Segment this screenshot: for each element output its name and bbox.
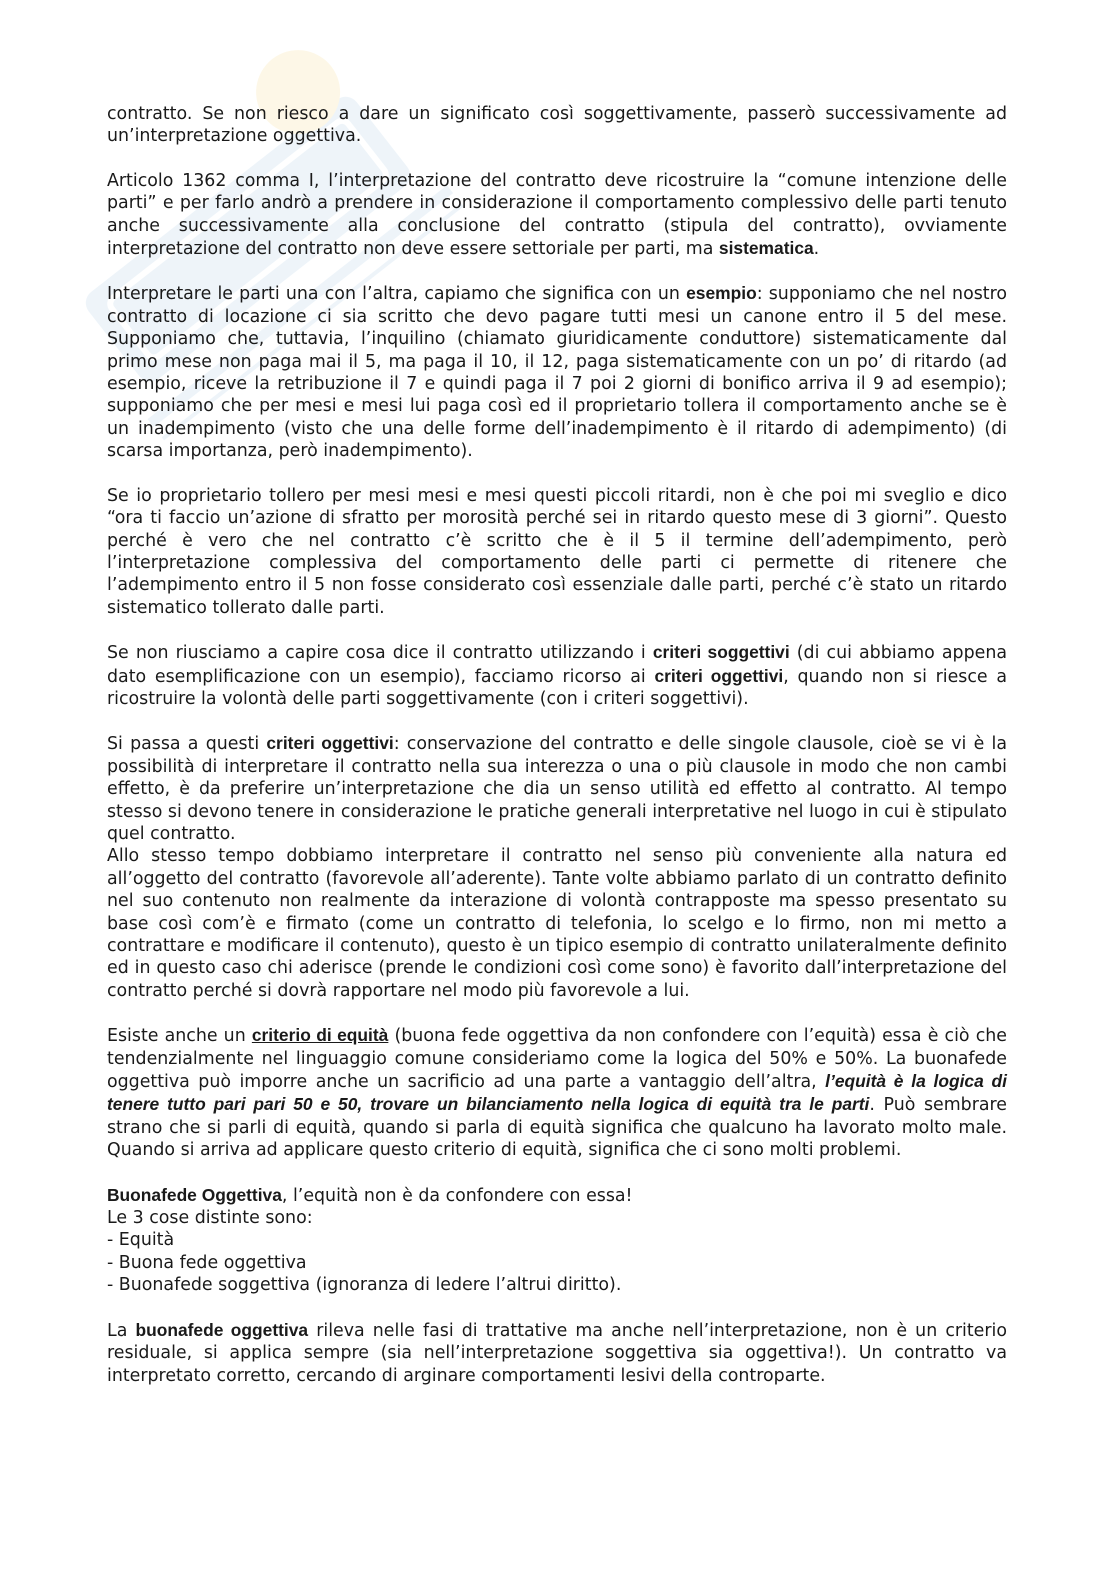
paragraph-text: : supponiamo che nel nostro contratto di locazione ci sia scritto che devo pagare tutti mesi un canone entro il 5 del mese. Supponiamo che, tuttavia, l’inquilino (chiamato giuridicamente conduttore) sistematicamente dal primo mese non paga mai il 5, ma paga il 10, il 12, paga sistematicamente con un po’ di ritardo (ad esempio, riceve la retribuzione il 7 e quindi paga il 7 poi 2 giorni di bonifico arriva il 9 ad esempio); supponiamo che per mesi e mesi lui paga così ed il proprietario tollera il comportamento anche se è un inadempimento (visto che una delle forme dell’inadempimento è il ritardo di adempimento) (di scarsa importanza, però inadempimento). <box>107 284 1007 462</box>
paragraph-text: . <box>813 239 820 260</box>
paragraph-text: La <box>107 1320 136 1341</box>
paragraph-text: Se io proprietario tollero per mesi mesi e mesi questi piccoli ritardi, non è che poi mi sveglio e dico “ora ti faccio un’azione di sfratto per morosità perché sei in ritardo questo mese di 3 giorni”. Questo perché è vero che nel contratto c’è scritto che è il 5 il termine dell’adempimento, però l’interpretazione complessiva del comportamento delle parti ci permette di ritenere che l’adempimento entro il 5 non fosse considerato così essenziale dalle parti, perché c’è stato un ritardo sistematico tollerato dalle parti. <box>107 485 1007 618</box>
paragraph-good-faith-conclusion <box>107 1319 1007 1387</box>
underlined-term-criterio-di-equita: criterio di equità <box>251 1025 389 1046</box>
paragraph-criteria <box>107 641 1007 710</box>
paragraph-text: Articolo 1362 comma I, l’interpretazione del contratto deve ricostruire la “comune intenzione delle parti” e per farlo andrò a prendere in considerazione il comportamento complessivo delle parti tenuto anche successivamente alla conclusione del contratto (stipula del contratto), ovviamente interpretazione del contratto non deve essere settoriale per parti, ma <box>107 170 1007 260</box>
paragraph-text: Esiste anche un <box>107 1026 252 1047</box>
paragraph-example <box>107 282 1007 462</box>
list-item: - Equità <box>107 1230 175 1251</box>
paragraph-objective-criteria <box>107 732 1007 845</box>
bold-term-criteri-soggettivi: criteri soggettivi <box>652 642 790 663</box>
list-heading <box>107 1184 1007 1207</box>
paragraph-equity <box>107 1024 1007 1161</box>
paragraph-text: (buona fede oggettiva da non confondere con l’equità) essa è ciò che tendenzialmente nel linguaggio comune consideriamo come la logica del 50% e 50%. La buonafede oggettiva può imporre anche un sacrificio ad una parte a vantaggio dell’altra, <box>107 1026 1007 1093</box>
bold-italic-equity-definition: l’equità è la logica di tenere tutto pari pari 50 e 50, trovare un bilanciamento nella logica di equità tra le parti <box>107 1071 1007 1115</box>
paragraph-intro <box>107 103 1007 148</box>
bold-term-buonafede-oggettiva: buonafede oggettiva <box>135 1319 309 1340</box>
paragraph-text: . Può sembrare strano che si parli di equità, quando si parla di equità significa che qualcuno ha lavorato molto male. Quando si arriva ad applicare questo criterio di equità, significa che ci sono molti problemi. <box>107 1095 1007 1161</box>
paragraph-text: Allo stesso tempo dobbiamo interpretare il contratto nel senso più conveniente alla natura ed all’oggetto del contratto (favorevole all’aderente). Tante volte abbiamo parlato di un contratto definito nel suo contenuto non realmente da interazione di volontà contrapposte ma spesso presentato su base così com’è e firmato (come un contratto di telefonia, lo scelgo e lo firmo, non mi metto a contrattare e modificare il contenuto), questo è un tipico esempio di contratto unilateralmente definito ed in questo caso chi aderisce (prende le condizioni così come sono) è favorito dall’interpretazione del contratto perché si dovrà rapportare nel modo più favorevole a lui. <box>107 846 1007 1001</box>
paragraph-adherent <box>107 845 1007 1002</box>
document-page <box>107 103 1007 1409</box>
paragraph-text: (di cui abbiamo appena dato esemplificazione con un esempio), facciamo ricorso ai <box>107 643 1007 687</box>
paragraph-tolerance <box>107 485 1007 619</box>
paragraph-text: , l’equità non è da confondere con essa! <box>281 1185 633 1206</box>
paragraph-text: contratto. Se non riesco a dare un significato così soggettivamente, passerò successivamente ad un’interpretazione oggettiva. <box>107 104 1007 147</box>
paragraph-good-faith-list <box>107 1184 1007 1297</box>
paragraph-text: : conservazione del contratto e delle singole clausole, cioè se vi è la possibilità di interpretare il contratto nella sua interezza o una o più clausole in modo che non cambi effetto, è da preferire un’interpretazione che dia un senso utilità ed effetto al contratto. Al tempo stesso si devono tenere in considerazione le pratiche generali interpretative nel luogo in cui è stipulato quel contratto. <box>107 734 1007 844</box>
paragraph-text: , quando non si riesce a ricostruire la volontà delle parti soggettivamente (con i criteri soggettivi). <box>107 666 1007 709</box>
bold-term-sistematica: sistematica <box>718 238 814 259</box>
paragraph-text: Se non riusciamo a capire cosa dice il contratto utilizzando i <box>107 643 653 664</box>
bold-term-criteri-oggettivi: criteri oggettivi <box>266 733 394 754</box>
list-intro: Le 3 cose distinte sono: <box>107 1208 313 1229</box>
bold-term-criteri-oggettivi: criteri oggettivi <box>654 665 784 686</box>
paragraph-text: rileva nelle fasi di trattative ma anche nell’interpretazione, non è un criterio residuale, si applica sempre (sia nell’interpretazione soggettiva sia oggettiva!). Un contratto va interpretato corretto, cercando di arginare comportamenti lesivi della controparte. <box>107 1320 1008 1386</box>
paragraph-article-1362 <box>107 170 1007 261</box>
list-item: - Buona fede oggettiva <box>107 1252 307 1273</box>
bold-term-esempio: esempio <box>686 283 757 304</box>
bold-term-buonafede-oggettiva: Buonafede Oggettiva <box>107 1184 282 1205</box>
paragraph-text: Interpretare le parti una con l’altra, capiamo che significa con un <box>107 284 687 305</box>
list-item: - Buonafede soggettiva (ignoranza di ledere l’altrui diritto). <box>107 1275 622 1296</box>
paragraph-text: Si passa a questi <box>107 734 267 755</box>
